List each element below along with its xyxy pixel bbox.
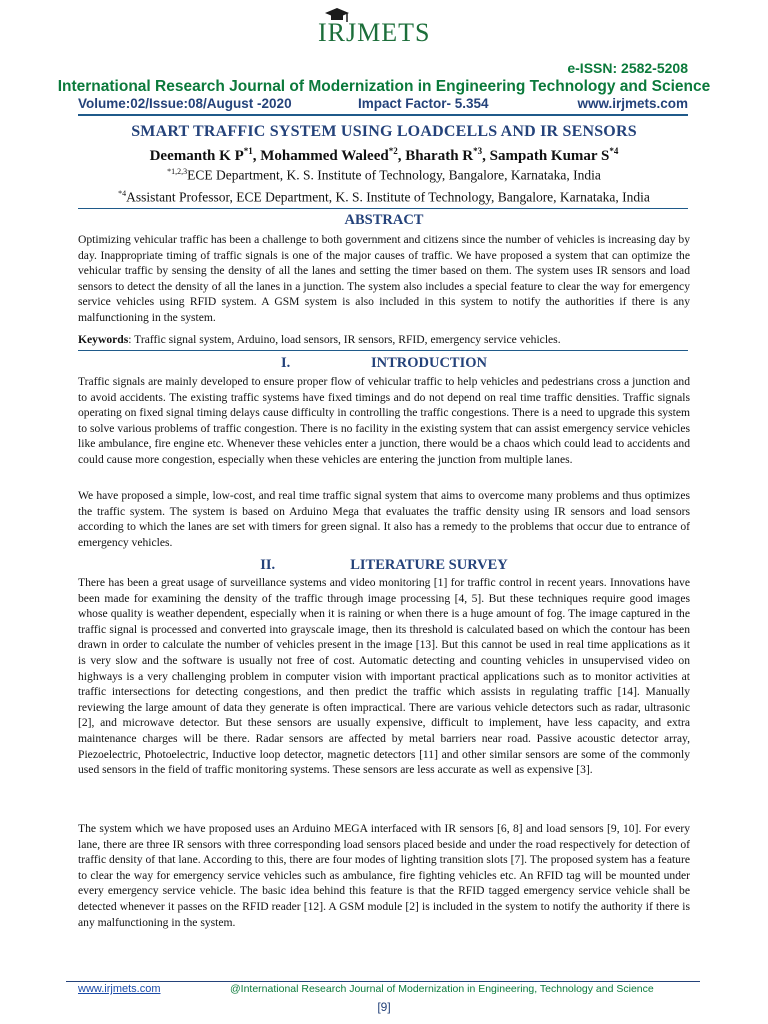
paragraph: The system which we have proposed uses an Arduino MEGA interfaced with IR sensors [6, 8] and load sensors [9, 10]. For every lane, there are three IR sensors with three corresponding load sensors placed beside and under the road respectively for detection of traffic density of that lane. According to this, there are four modes of lighting transition slots [7]. The proposed system has a feature to clear the way for emergency service vehicles such as ambulance, fire fighting vehicles etc. An RFID tag will be mounted under every emergency service vehicle. The basic idea behind this feature is that the RFID tagged emergency service vehicle shall be detected whenever it passes on the RFID reader [12]. A GSM module [2] is included in the system to notify the authority if there is any malfunctioning in the system. [78,822,690,929]
title-rule [78,208,688,209]
author-name: Mohammed Waleed [260,148,389,164]
author-name: Sampath Kumar S [489,148,610,164]
affiliation-text: Assistant Professor, ECE Department, K. S. Institute of Technology, Bangalore, Karnataka, India [126,189,650,205]
keywords [78,332,690,348]
paragraph: Traffic signals are mainly developed to ensure proper flow of vehicular traffic to help vehicles and pedestrians cross a junction and to avoid accidents. The existing traffic systems have fixed timings and do not depend on real time traffic densities. Traffic signals operating on fixed signal timing delays cause difficulty in controlling the traffic congestions. There is a need to upgrade this system to solve various problems of traffic congestion. There is no facility in the existing system that can assist emergency service vehicles like ambulance, fire engine etc. Whenever these vehicles enter a junction, there would be a chaos which could lead to accidents and could cause more congestion, especially when these vehicles are entering the junction from multiple lanes. [78,375,690,466]
footer-rule [66,981,700,982]
affiliation [0,167,768,184]
footer-website-link[interactable]: www.irjmets.com [78,983,161,995]
volume-row [78,96,688,114]
keywords-text: : Traffic signal system, Arduino, load sensors, IR sensors, RFID, emergency service vehicles. [128,333,561,346]
section-heading [0,355,768,372]
section-number: II. [260,557,276,573]
author-name: Bharath R [405,148,474,164]
abstract-rule [78,350,688,351]
abstract-heading: ABSTRACT [344,212,424,228]
paper-title: SMART TRAFFIC SYSTEM USING LOADCELLS AND IR SENSORS [131,123,637,140]
author-sup: *3 [473,146,483,156]
journal-name: International Research Journal of Modernization in Engineering Technology and Science [57,78,711,95]
issn: e-ISSN: 2582-5208 [567,60,688,76]
section-title: LITERATURE SURVEY [350,557,508,573]
header-website-link[interactable]: www.irjmets.com [577,96,688,111]
footer-copyright: @International Research Journal of Modernization in Engineering, Technology and Science [230,983,654,995]
affiliation [0,189,768,206]
keywords-label: Keywords [78,333,129,346]
section-heading [0,557,768,574]
impact-factor: Impact Factor- 5.354 [358,96,489,111]
abstract-text: Optimizing vehicular traffic has been a challenge to both government and citizens since the number of vehicles is increasing day by day. Inappropriate timing of traffic signals is one of the major causes of traffic. We have proposed a system that can optimize the vehicular traffic by sensing the density of all the lanes and setting the timer based on them. The system uses IR sensors and load sensors to detect the density of all the lanes in a junction. The system also includes a special feature to clear the way for emergency service vehicles using RFID system. A GSM system is also included in this system to notify the authorities if there is any malfunctioning in the system. [78,233,690,324]
volume-issue: Volume:02/Issue:08/August -2020 [78,96,292,111]
section-number: I. [280,355,291,371]
page-number: [9] [377,1000,391,1014]
header-rule [78,114,688,116]
author-sup: *2 [388,146,398,156]
affiliation-sup: *4 [118,189,127,198]
affiliation-sup: *1,2,3 [167,167,188,176]
paragraph: There has been a great usage of surveillance systems and video monitoring [1] for traffic control in recent years. Innovations have been made for examining the density of the traffic through image processing [4, 5]. But these techniques require good images whose quality is weather dependent, especially when it is raining or when there is a huge amount of fog. The image captured in the traffic signal is processed and converted into grayscale image, then its threshold is calculated based on which the contour has been drawn in order to calculate the number of vehicles present in the image [13]. But this cannot be used in real time applications as it is very slow and the software is usually not free of cost. Automatic detecting and counting vehicles in unsupervised video on highways is a very challenging problem in computer vision with important practical applications such as to monitor activities at traffic intersections for detecting congestions, and then predict the traffic which assists in regulating traffic [14]. Manually reviewing the large amount of data they generate is often impractical. There are various vehicle detectors such as radar, ultrasonic [2], and microwave detector. But these sensors are usually expensive, difficult to implement, have less capacity, and extra maintenance charges will be there. Radar sensors are affected by metal barriers near road. Passive acoustic detector array, Piezoelectric, Photoelectric, Inductive loop detector, magnetic detectors [11] and other similar sensors are some of the commonly used sensors in the field of traffic monitoring systems. These sensors are less accurate as well as expensive [3]. [78,576,690,777]
journal-logo [318,6,458,50]
affiliation-text: ECE Department, K. S. Institute of Technology, Bangalore, Karnataka, India [187,167,601,183]
author-sup: *4 [609,146,619,156]
author-name: Deemanth K P [149,148,244,164]
section-title: INTRODUCTION [370,355,487,371]
authors: Deemanth K $P^{*1}$, Mohammed Waleed$^{*2}$, Bharath $R^{*3}$, Sampath Kumar $S^{*4}$ [149,146,619,164]
logo-text: IRJMETS [318,18,431,47]
author-sup: *1 [243,146,253,156]
paragraph: We have proposed a simple, low-cost, and real time traffic signal system that aims to overcome many problems and thus optimizes the traffic system. The system is based on Arduino Mega that evaluates the traffic density using IR sensors and load sensors according to which the lanes are set with timers for green signal. It also has a remedy to the problems that occur due to entrance of emergency vehicles. [78,489,690,549]
